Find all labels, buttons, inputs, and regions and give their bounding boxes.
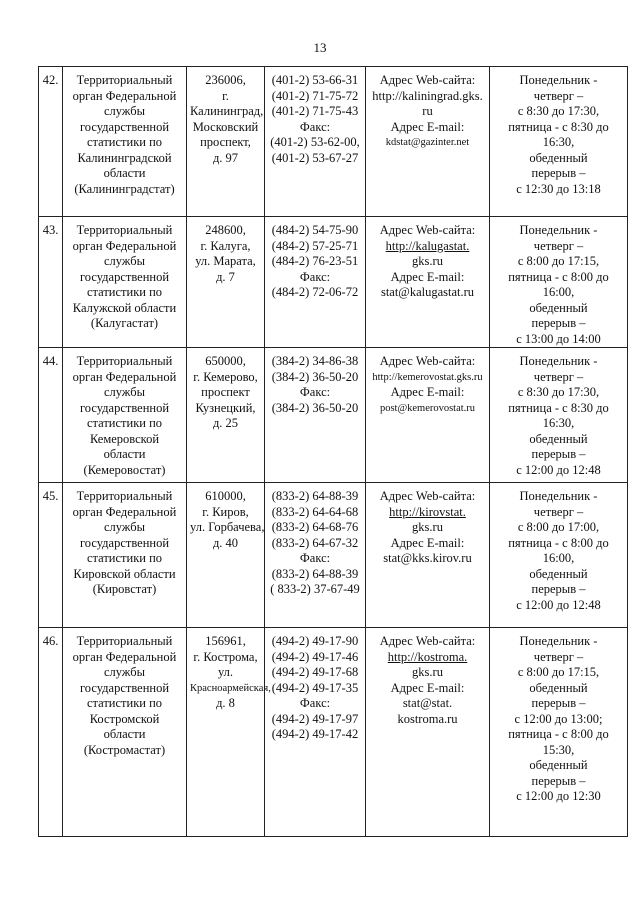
postal-address-cell: [187, 217, 265, 348]
text-line: (401-2) 71-75-43: [271, 104, 359, 118]
text-line: с 8:30 до 17:30,: [517, 104, 600, 118]
text-line: государственной: [79, 269, 170, 284]
text-line: Факс:: [299, 385, 331, 399]
text-line: Территориальный: [76, 634, 173, 648]
email-address[interactable]: post@kemerovostat.ru: [379, 402, 476, 414]
text-line: с 12:00 до 12:30: [516, 789, 601, 803]
web-label: Адрес Web-сайта:: [379, 489, 476, 503]
text-line: г. Киров,: [202, 504, 249, 519]
web-email-cell: [366, 628, 490, 837]
text-line: ул. Марата,: [195, 254, 256, 268]
website-link[interactable]: http://kaliningrad.gks.: [372, 88, 483, 103]
text-line: Понедельник -: [519, 354, 598, 368]
phone-fax-cell: [265, 67, 366, 217]
text-line: обеденный: [529, 431, 588, 446]
text-line: 650000,: [205, 354, 246, 368]
text-line: (833-2) 64-67-32: [271, 535, 359, 550]
text-line: орган Федеральной: [72, 649, 177, 664]
website-link[interactable]: gks.ru: [412, 520, 443, 534]
text-line: государственной: [79, 119, 170, 134]
text-line: перерыв –: [531, 316, 586, 330]
text-line: д. 8: [216, 696, 235, 710]
text-line: ул. Горбачева,: [190, 520, 265, 534]
text-line: с 8:30 до 17:30,: [517, 385, 600, 399]
text-line: с 8:00 до 17:15,: [517, 254, 600, 268]
website-link[interactable]: http://kalugastat.: [385, 238, 470, 253]
text-line: (Калугастат): [90, 316, 159, 330]
table-row: [39, 217, 628, 348]
text-line: Понедельник -: [519, 634, 598, 648]
text-line: с 8:00 до 17:15,: [517, 665, 600, 679]
organization-name-cell: [63, 348, 187, 483]
table-body: [39, 67, 628, 837]
text-line: статистики по: [86, 135, 163, 149]
table-row: [39, 67, 628, 217]
text-line: (833-2) 64-68-76: [271, 520, 359, 534]
text-line: службы: [103, 520, 146, 534]
text-line: четверг –: [533, 369, 584, 384]
text-line: г. Кострома,: [193, 649, 258, 664]
text-line: Красноармейская,: [190, 682, 271, 694]
text-line: 156961,: [205, 634, 246, 648]
text-line: (384-2) 34-86-38: [271, 354, 359, 368]
table-row: [39, 348, 628, 483]
text-line: статистики по: [86, 285, 163, 299]
phone-fax-cell: [265, 628, 366, 837]
text-line: Факс:: [299, 696, 331, 710]
organization-name-cell: [63, 483, 187, 628]
phone-fax-cell: [265, 217, 366, 348]
text-line: ул.: [217, 665, 234, 679]
row-number-cell: [39, 67, 63, 217]
postal-address-cell: [187, 628, 271, 837]
text-line: орган Федеральной: [72, 88, 177, 103]
text-line: д. 25: [212, 416, 239, 430]
email-address[interactable]: kostroma.ru: [397, 711, 458, 726]
text-line: орган Федеральной: [72, 369, 177, 384]
text-line: с 8:00 до 17:00,: [517, 520, 600, 534]
text-line: Костромской: [89, 711, 160, 726]
text-line: 248600,: [205, 223, 246, 237]
text-line: с 12:30 до 13:18: [516, 181, 601, 196]
text-line: (484-2) 54-75-90: [271, 223, 359, 237]
text-line: (833-2) 64-88-39: [271, 489, 359, 503]
text-line: перерыв –: [531, 166, 586, 180]
web-email-cell: [366, 348, 490, 483]
row-number-cell: [39, 348, 63, 483]
text-line: 16:00,: [542, 551, 575, 565]
text-line: обеденный: [529, 150, 588, 165]
row-number: 42.: [42, 73, 59, 87]
text-line: Понедельник -: [519, 223, 598, 237]
text-line: службы: [103, 254, 146, 268]
text-line: ( 833-2) 37-67-49: [270, 582, 360, 596]
text-line: четверг –: [533, 88, 584, 103]
text-line: Факс:: [299, 269, 331, 284]
website-link[interactable]: http://kemerovostat.gks.ru: [372, 371, 483, 383]
text-line: Территориальный: [76, 354, 173, 368]
text-line: статистики по: [86, 551, 163, 565]
web-email-cell: [366, 67, 490, 217]
row-number-cell: [39, 217, 63, 348]
text-line: пятница - с 8:00 до: [508, 727, 609, 741]
text-line: 16:30,: [542, 135, 575, 149]
text-line: (494-2) 49-17-46: [271, 649, 359, 664]
text-line: Кемеровской: [89, 431, 160, 446]
email-address[interactable]: kdstat@gazinter.net: [385, 137, 470, 148]
email-address[interactable]: stat@kks.kirov.ru: [383, 551, 472, 565]
text-line: перерыв –: [531, 773, 586, 788]
email-label: Адрес E-mail:: [390, 535, 465, 550]
text-line: обеденный: [529, 300, 588, 315]
text-line: пятница - с 8:00 до: [508, 269, 609, 284]
website-link[interactable]: http://kostroma.: [387, 649, 468, 664]
text-line: г.: [222, 88, 229, 103]
text-line: д. 97: [212, 150, 239, 165]
text-line: (401-2) 71-75-72: [271, 88, 359, 103]
email-label: Адрес E-mail:: [390, 269, 465, 284]
row-number: 45.: [42, 489, 59, 503]
email-label: Адрес E-mail:: [390, 385, 465, 399]
text-line: пятница - с 8:00 до: [508, 535, 609, 550]
text-line: 236006,: [205, 73, 246, 87]
text-line: Кировской области: [73, 566, 176, 581]
text-line: (401-2) 53-66-31: [271, 73, 359, 87]
web-label: Адрес Web-сайта:: [379, 73, 476, 87]
text-line: области: [103, 447, 146, 461]
text-line: Территориальный: [76, 223, 173, 237]
website-link[interactable]: gks.ru: [412, 254, 443, 268]
text-line: Территориальный: [76, 73, 173, 87]
text-line: с 12:00 до 13:00;: [514, 711, 603, 726]
text-line: (Кемеровостат): [83, 462, 166, 477]
text-line: Калужской области: [72, 300, 177, 315]
text-line: обеденный: [529, 680, 588, 695]
text-line: (Калининградстат): [74, 181, 175, 196]
working-hours-cell: [490, 67, 628, 217]
text-line: статистики по: [86, 696, 163, 710]
working-hours-cell: [490, 348, 628, 483]
text-line: обеденный: [529, 566, 588, 581]
text-line: перерыв –: [531, 582, 586, 596]
text-line: (494-2) 49-17-90: [271, 634, 359, 648]
text-line: службы: [103, 385, 146, 399]
text-line: (494-2) 49-17-97: [271, 711, 359, 726]
text-line: орган Федеральной: [72, 504, 177, 519]
text-line: четверг –: [533, 649, 584, 664]
text-line: д. 7: [216, 269, 235, 284]
organization-name-cell: [63, 628, 187, 837]
text-line: (Кировстат): [92, 582, 157, 596]
text-line: Факс:: [299, 119, 331, 134]
text-line: (484-2) 72-06-72: [271, 285, 359, 299]
text-line: области: [103, 166, 146, 180]
text-line: (494-2) 49-17-42: [271, 727, 359, 741]
text-line: 16:00,: [542, 285, 575, 299]
text-line: с 12:00 до 12:48: [516, 462, 601, 477]
text-line: орган Федеральной: [72, 238, 177, 253]
text-line: Кузнецкий,: [195, 400, 256, 415]
text-line: (494-2) 49-17-68: [271, 665, 359, 679]
text-line: проспект: [201, 385, 250, 399]
text-line: Факс:: [299, 551, 331, 565]
text-line: Территориальный: [76, 489, 173, 503]
text-line: четверг –: [533, 238, 584, 253]
text-line: службы: [103, 665, 146, 679]
text-line: (401-2) 53-67-27: [271, 150, 359, 165]
email-label: Адрес E-mail:: [390, 680, 465, 695]
text-line: Понедельник -: [519, 73, 598, 87]
text-line: (Костромастат): [83, 742, 166, 757]
text-line: Калининградской: [77, 150, 172, 165]
text-line: 15:30,: [542, 742, 575, 757]
text-line: статистики по: [86, 416, 163, 430]
email-label: Адрес E-mail:: [390, 119, 465, 134]
text-line: государственной: [79, 535, 170, 550]
registry-table: [38, 66, 628, 837]
row-number: 43.: [42, 223, 59, 237]
row-number: 46.: [42, 634, 59, 648]
text-line: 610000,: [205, 489, 246, 503]
web-email-cell: [366, 217, 490, 348]
page-number: 13: [313, 40, 327, 55]
email-address[interactable]: stat@kalugastat.ru: [380, 285, 475, 299]
website-link[interactable]: ru: [422, 104, 433, 118]
text-line: службы: [103, 104, 146, 118]
web-label: Адрес Web-сайта:: [379, 354, 476, 368]
text-line: (833-2) 64-88-39: [271, 566, 359, 581]
web-label: Адрес Web-сайта:: [379, 634, 476, 648]
text-line: пятница - с 8:30 до: [508, 400, 609, 415]
text-line: Калининград,: [190, 104, 264, 118]
text-line: с 13:00 до 14:00: [516, 331, 601, 346]
phone-fax-cell: [265, 483, 366, 628]
text-line: государственной: [79, 680, 170, 695]
working-hours-cell: [490, 483, 628, 628]
web-email-cell: [366, 483, 490, 628]
text-line: д. 40: [212, 535, 239, 550]
text-line: (384-2) 36-50-20: [271, 400, 359, 415]
text-line: 16:30,: [542, 416, 575, 430]
text-line: г. Калуга,: [200, 238, 251, 253]
text-line: государственной: [79, 400, 170, 415]
text-line: г. Кемерово,: [193, 369, 258, 384]
row-number-cell: [39, 628, 63, 837]
text-line: четверг –: [533, 504, 584, 519]
text-line: проспект,: [200, 135, 251, 149]
text-line: Понедельник -: [519, 489, 598, 503]
postal-address-cell: [187, 348, 265, 483]
text-line: (833-2) 64-64-68: [271, 504, 359, 519]
text-line: обеденный: [529, 758, 588, 772]
postal-address-cell: [187, 483, 265, 628]
row-number: 44.: [42, 354, 59, 368]
postal-address-cell: [187, 67, 265, 217]
text-line: (484-2) 57-25-71: [271, 238, 359, 253]
organization-name-cell: [63, 67, 187, 217]
text-line: (494-2) 49-17-35: [271, 680, 359, 695]
web-label: Адрес Web-сайта:: [379, 223, 476, 237]
organization-name-cell: [63, 217, 187, 348]
text-line: (484-2) 76-23-51: [271, 254, 359, 268]
text-line: (384-2) 36-50-20: [271, 369, 359, 384]
phone-fax-cell: [265, 348, 366, 483]
text-line: пятница - с 8:30 до: [508, 119, 609, 134]
text-line: (401-2) 53-62-00,: [270, 135, 360, 149]
text-line: перерыв –: [531, 447, 586, 461]
website-link[interactable]: http://kirovstat.: [389, 504, 466, 519]
email-address[interactable]: stat@stat.: [402, 696, 453, 710]
text-line: Московский: [192, 119, 259, 134]
website-link[interactable]: gks.ru: [412, 665, 443, 679]
working-hours-cell: [490, 628, 628, 837]
row-number-cell: [39, 483, 63, 628]
table-row: [39, 628, 628, 837]
text-line: с 12:00 до 12:48: [516, 597, 601, 612]
text-line: области: [103, 727, 146, 741]
table-row: [39, 483, 628, 628]
text-line: перерыв –: [531, 696, 586, 710]
working-hours-cell: [490, 217, 628, 348]
